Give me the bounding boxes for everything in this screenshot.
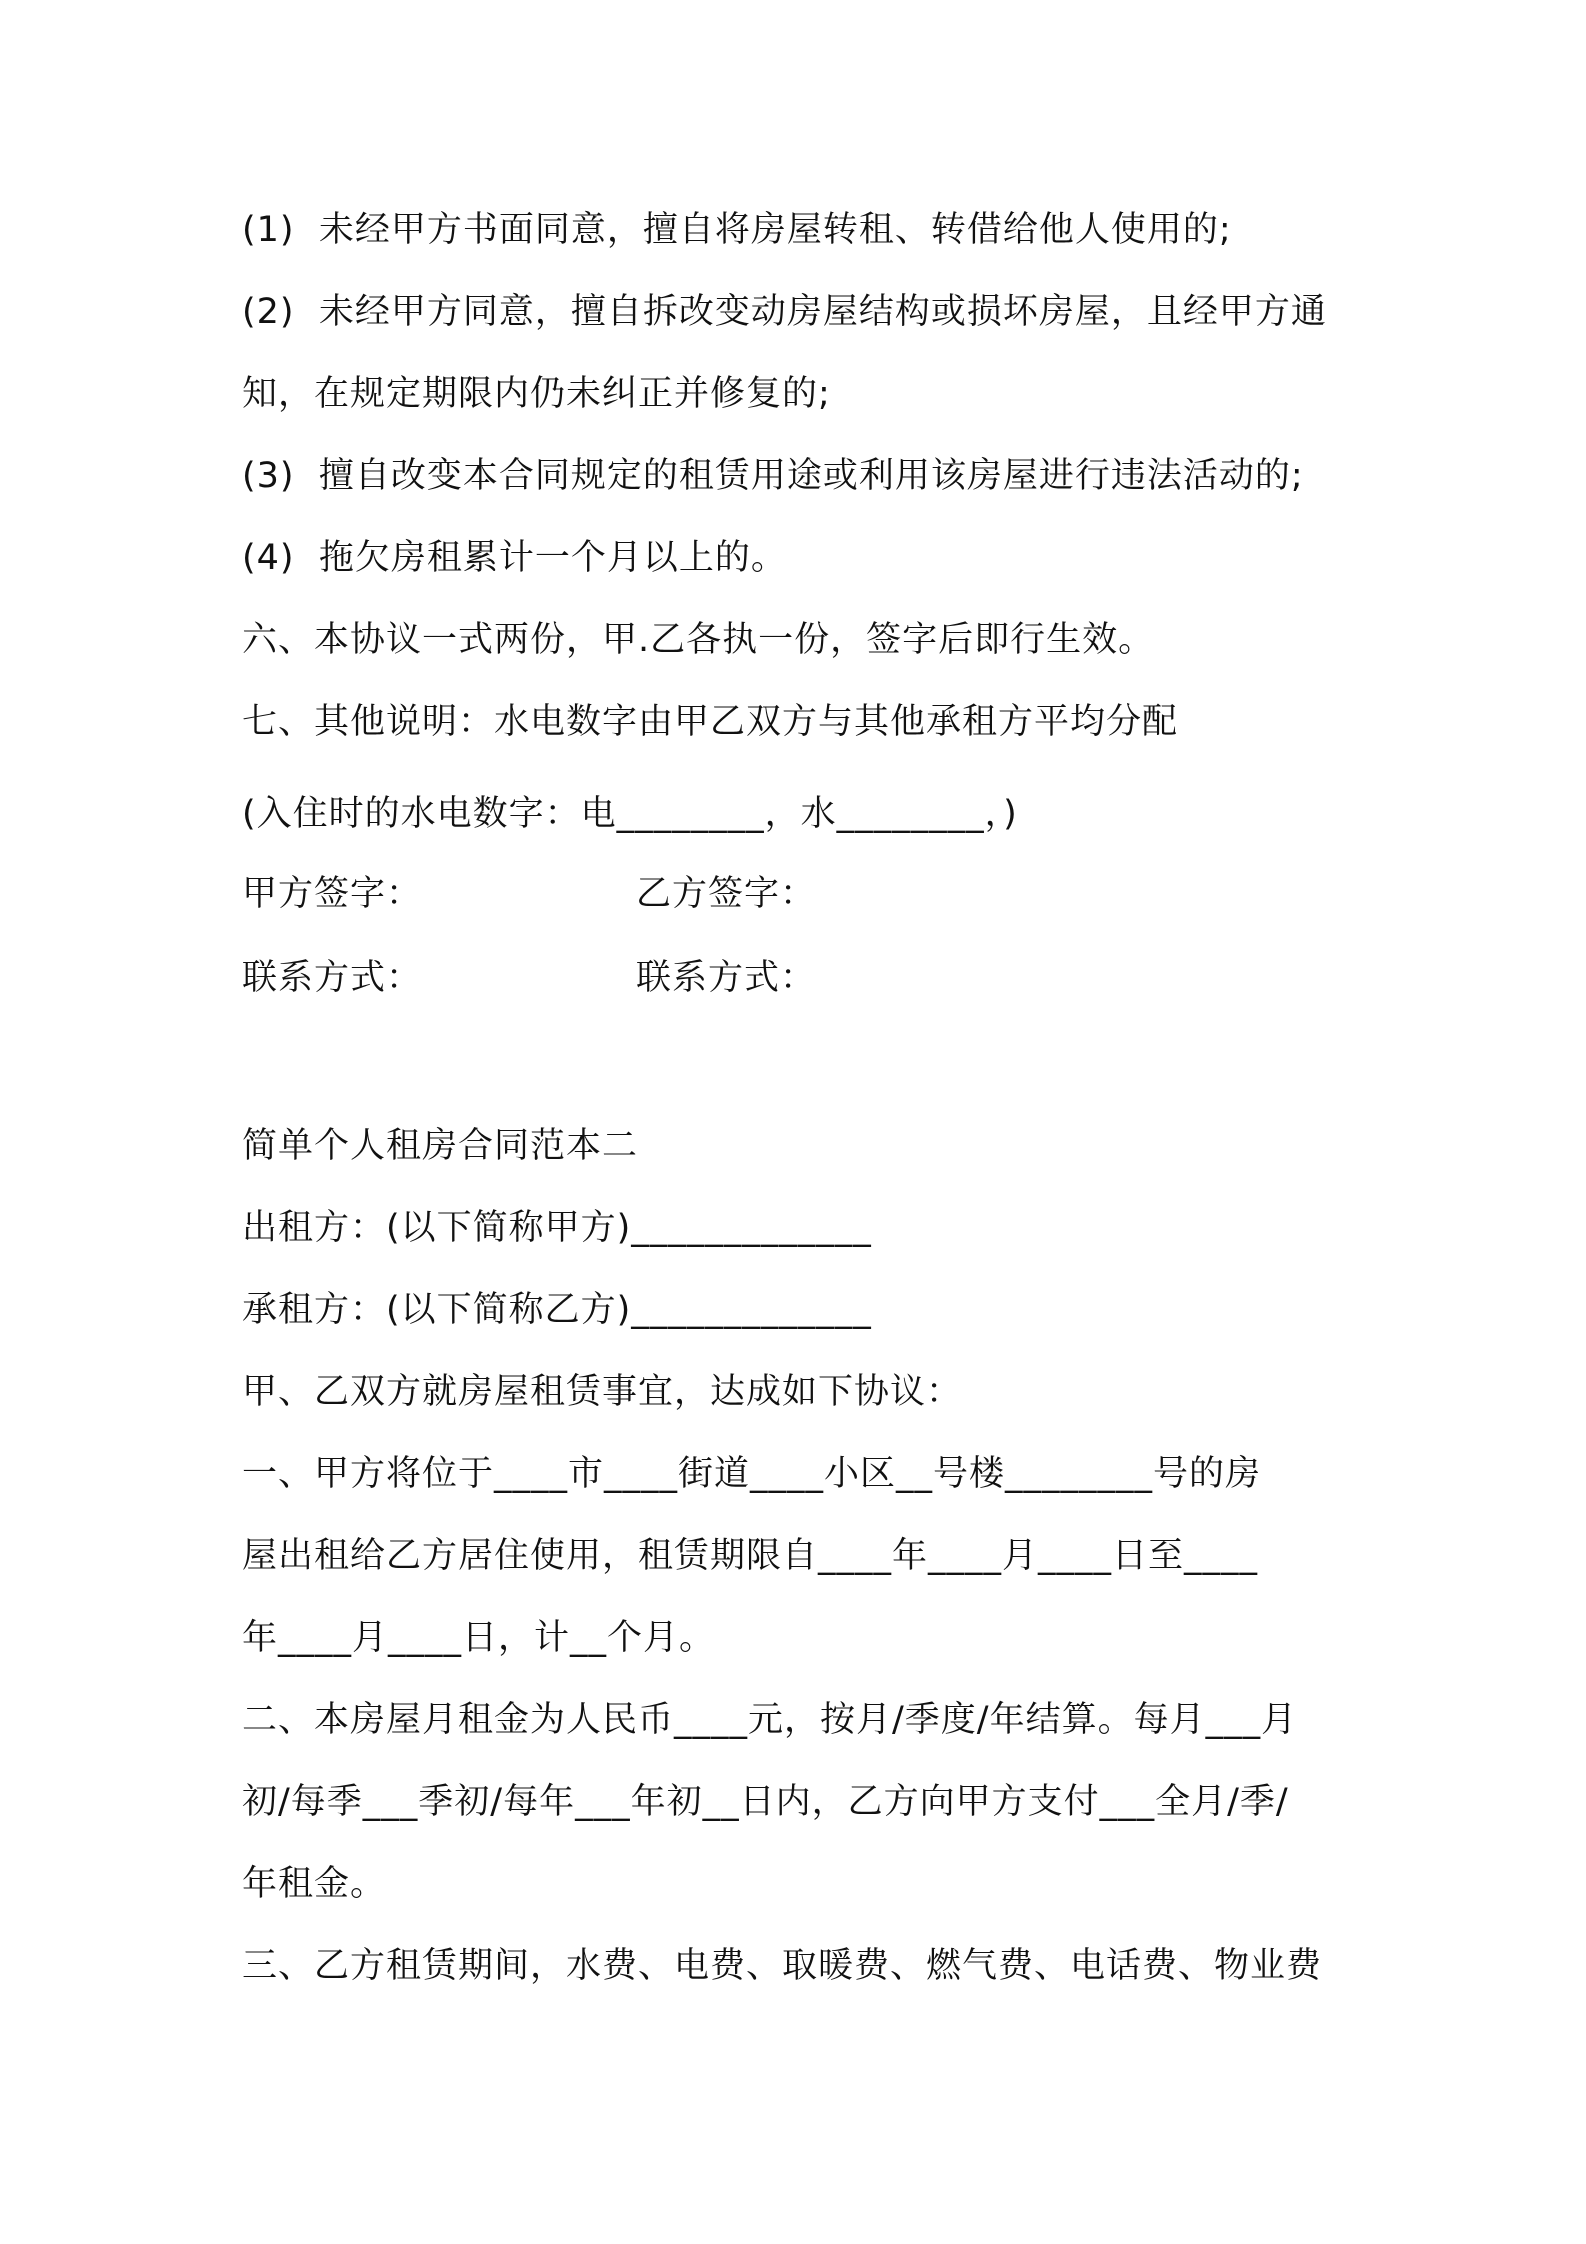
clause-item-1: (1) 未经甲方书面同意，擅自将房屋转租、转借给他人使用的; [242,210,1232,250]
party-a-signature-label: 甲方签字： [242,874,423,914]
clause-one-line-2: 屋出租给乙方居住使用，租赁期限自____年____月____日至____ [242,1536,1259,1576]
clause-one-line-3: 年____月____日，计__个月。 [242,1618,716,1658]
clause-two-line-3: 年租金。 [242,1864,387,1904]
clause-three-line-1: 三、乙方租赁期间，水费、电费、取暖费、燃气费、电话费、物业费 [242,1946,1323,1986]
clause-item-2: (2) 未经甲方同意，擅自拆改变动房屋结构或损坏房屋，且经甲方通 [242,292,1327,332]
clause-one-line-1: 一、甲方将位于____市____街道____小区__号楼________号的房 [242,1454,1262,1494]
lessor-line: 出租方：(以下简称甲方)_____________ [242,1208,872,1248]
agreement-intro: 甲、乙双方就房屋租赁事宜，达成如下协议： [242,1372,963,1412]
meter-readings-note: (入住时的水电数字：电________，水________，) [242,794,1018,834]
clause-two-line-2: 初/每季___季初/每年___年初__日内，乙方向甲方支付___全月/季/ [242,1782,1289,1822]
party-a-contact-label: 联系方式： [242,958,423,998]
clause-item-2-continued: 知，在规定期限内仍未纠正并修复的; [242,374,831,414]
clause-item-4: (4) 拖欠房租累计一个月以上的。 [242,538,787,578]
clause-item-3: (3) 擅自改变本合同规定的租赁用途或利用该房屋进行违法活动的; [242,456,1304,496]
clause-seven: 七、其他说明：水电数字由甲乙双方与其他承租方平均分配 [242,702,1179,742]
party-b-signature-label: 乙方签字： [636,874,817,914]
lessee-line: 承租方：(以下简称乙方)_____________ [242,1290,872,1330]
party-b-contact-label: 联系方式： [636,958,817,998]
clause-two-line-1: 二、本房屋月租金为人民币____元，按月/季度/年结算。每月___月 [242,1700,1298,1740]
clause-six: 六、本协议一式两份，甲.乙各执一份，签字后即行生效。 [242,620,1155,660]
section-title: 简单个人租房合同范本二 [242,1126,639,1166]
